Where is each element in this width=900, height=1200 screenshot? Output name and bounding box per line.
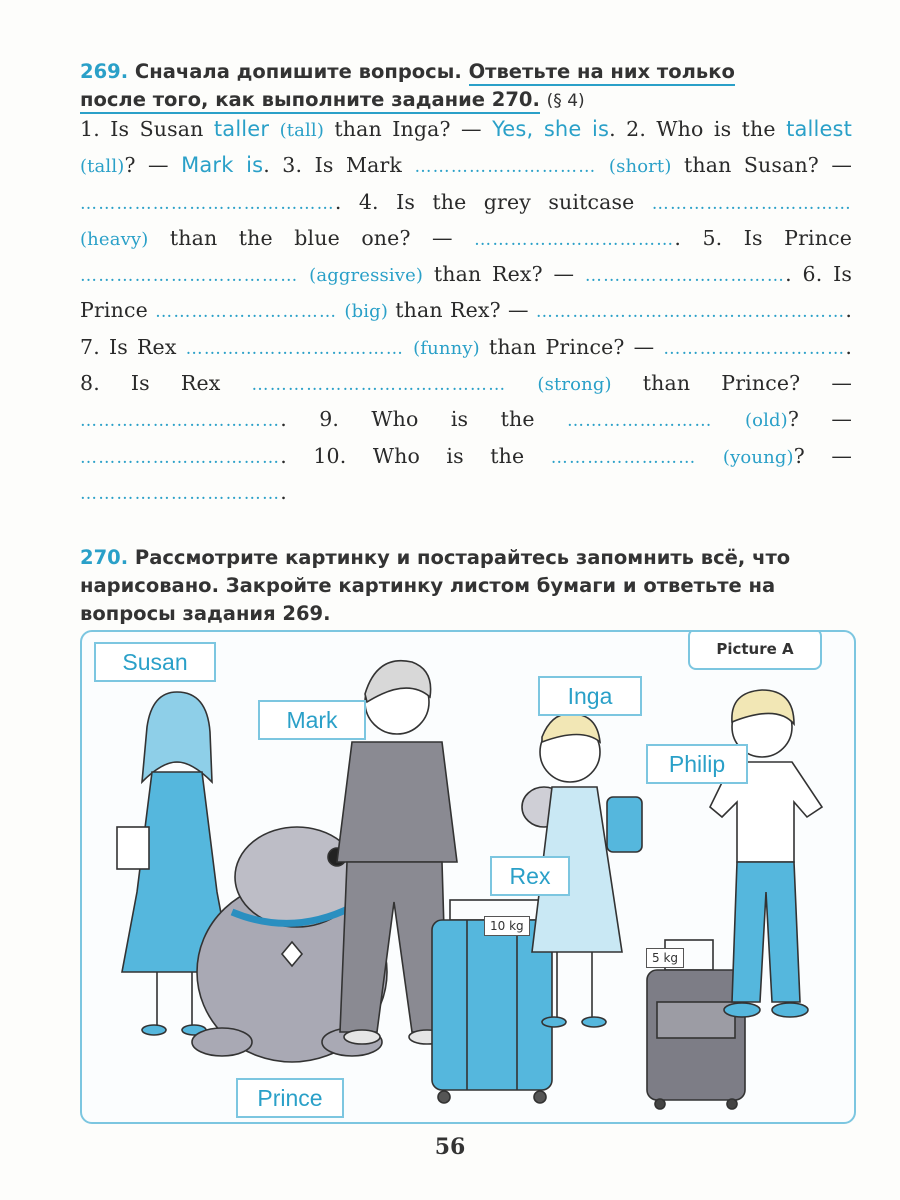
blank-line[interactable]: …………………………… bbox=[584, 266, 786, 287]
q3-start: . 3. Is Mark bbox=[263, 153, 402, 178]
q10-end: ? — bbox=[793, 443, 852, 468]
q1-start: 1. Is Susan bbox=[80, 117, 204, 141]
exercise-269-text bbox=[80, 112, 852, 511]
q4-start: . 4. Is the grey suitcase bbox=[334, 189, 635, 214]
blank-line[interactable]: ………………………… bbox=[414, 157, 597, 178]
q6-start: . 6. Is Prince bbox=[80, 262, 853, 323]
name-tag-philip: Philip bbox=[646, 744, 748, 784]
q8-hint: (strong) bbox=[537, 374, 612, 396]
q2-hint: (tall) bbox=[80, 156, 125, 178]
blank-line[interactable]: …………………… bbox=[550, 447, 697, 468]
q8-start: . 8. Is Rex bbox=[80, 334, 852, 396]
name-tag-susan: Susan bbox=[94, 642, 216, 682]
q2-start: . 2. Who is the bbox=[609, 117, 776, 141]
exercise-number: 270. bbox=[80, 546, 129, 569]
q10-start: . 10. Who is the bbox=[280, 443, 525, 468]
q5-end: than Rex? — bbox=[433, 262, 575, 287]
blank-line[interactable]: …………………………………… bbox=[251, 375, 507, 396]
q9-start: . 9. Who is the bbox=[280, 407, 535, 432]
q1-hint: (tall) bbox=[279, 120, 324, 141]
picture-a-frame bbox=[80, 630, 856, 1124]
picture-label: Picture A bbox=[688, 630, 822, 670]
blank-line[interactable]: …………………………… bbox=[474, 229, 675, 250]
instruction-part-a: Сначала допишите вопросы. bbox=[134, 60, 462, 83]
q3-end: than Susan? — bbox=[683, 153, 853, 178]
q4-hint: (heavy) bbox=[80, 228, 149, 250]
weight-tag-grey-suitcase: 5 kg bbox=[646, 948, 684, 968]
exercise-number: 269. bbox=[80, 60, 129, 83]
blank-line[interactable]: ……………………………… bbox=[185, 338, 405, 359]
blank-line[interactable]: …………………………… bbox=[80, 483, 281, 504]
q7-start: . 7. Is Rex bbox=[80, 298, 852, 359]
q5-hint: (aggressive) bbox=[309, 265, 424, 287]
blank-line[interactable]: …………………………… bbox=[651, 193, 852, 214]
q7-hint: (funny) bbox=[413, 337, 480, 359]
q4-end: than the blue one? — bbox=[169, 225, 453, 250]
blank-line[interactable]: …………………………………… bbox=[80, 193, 335, 214]
blank-line[interactable]: ……………………………… bbox=[80, 266, 299, 287]
illustration bbox=[82, 632, 854, 1122]
name-tag-inga: Inga bbox=[538, 676, 642, 716]
blank-line[interactable]: ………………………… bbox=[663, 338, 846, 359]
q1-end: than Inga? — bbox=[334, 117, 482, 141]
instruction-part-b: Ответьте на них только bbox=[469, 60, 735, 86]
q1-answer: Yes, she is bbox=[492, 117, 610, 141]
q1-answer-word: taller bbox=[213, 117, 270, 141]
blank-line[interactable]: …………………………………………… bbox=[535, 302, 846, 323]
q7-end: than Prince? — bbox=[488, 334, 655, 359]
instruction-text: Рассмотрите картинку и постарайтесь запомнить всё, что нарисовано. Закройте картинку листом бумаги и ответьте на вопросы задания 269. bbox=[80, 546, 791, 625]
weight-tag-blue-suitcase: 10 kg bbox=[484, 916, 530, 936]
name-tag-rex: Rex bbox=[490, 856, 570, 896]
paragraph-reference: (§ 4) bbox=[546, 91, 585, 111]
instruction-part-c: после того, как выполните задание 270. bbox=[80, 88, 540, 114]
blank-line[interactable]: ………………………… bbox=[155, 302, 338, 323]
q2-end: ? — bbox=[124, 153, 169, 178]
name-tag-mark: Mark bbox=[258, 700, 366, 740]
final-period: . bbox=[280, 479, 287, 504]
exercise-269-instruction bbox=[80, 58, 852, 115]
q9-hint: (old) bbox=[744, 410, 788, 432]
q8-end: than Prince? — bbox=[642, 371, 852, 396]
blank-line[interactable]: …………………………… bbox=[80, 447, 281, 468]
philip-figure bbox=[710, 690, 822, 1017]
q2-answer-word: tallest bbox=[786, 117, 852, 141]
q3-hint: (short) bbox=[608, 156, 672, 178]
page-number: 56 bbox=[434, 1134, 466, 1160]
q6-hint: (big) bbox=[344, 301, 389, 323]
blank-line[interactable]: …………………… bbox=[566, 411, 713, 432]
name-tag-prince: Prince bbox=[236, 1078, 344, 1118]
exercise-270-instruction bbox=[80, 544, 852, 628]
q6-end: than Rex? — bbox=[395, 298, 529, 323]
blank-line[interactable]: …………………………… bbox=[80, 411, 281, 432]
q5-start: . 5. Is Prince bbox=[674, 225, 852, 250]
q10-hint: (young) bbox=[722, 446, 794, 468]
q9-end: ? — bbox=[787, 407, 853, 432]
q2-answer: Mark is bbox=[181, 153, 264, 178]
